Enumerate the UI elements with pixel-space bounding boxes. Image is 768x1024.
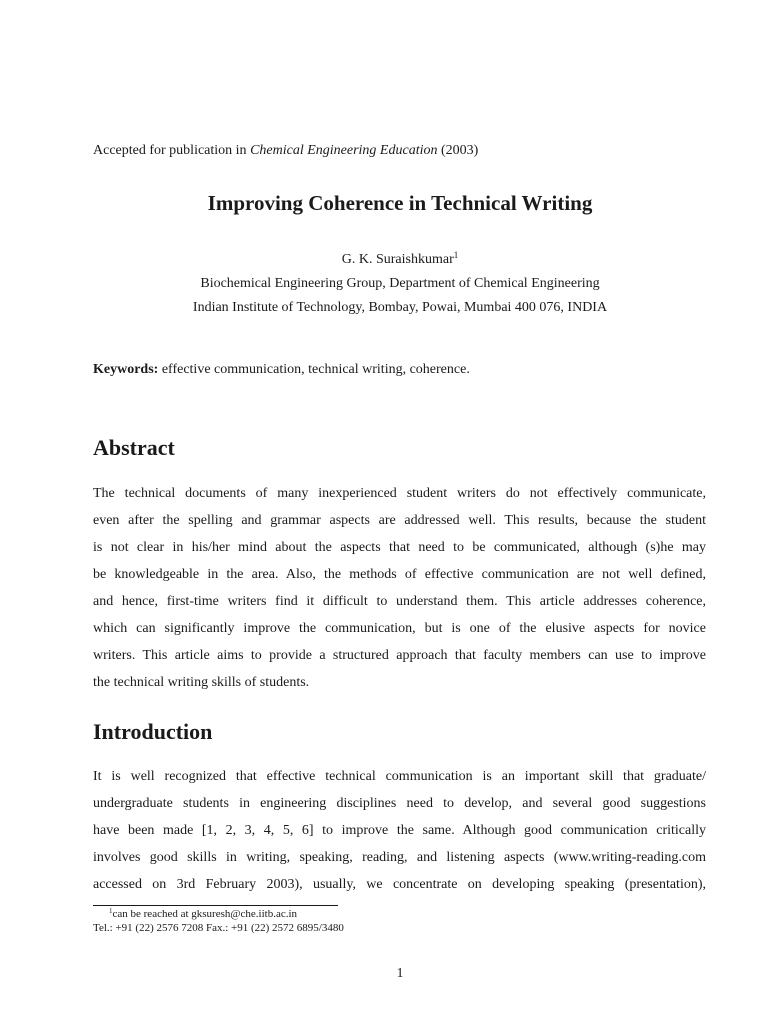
abstract-line: the technical writing skills of students. <box>93 675 310 690</box>
footnote-email: can be reached at gksuresh@che.iitb.ac.in <box>112 908 298 920</box>
journal-name: Chemical Engineering Education <box>250 143 438 158</box>
abstract-heading: Abstract <box>93 435 175 460</box>
abstract-line: even after the spelling and grammar aspects are addressed well. This results, because the student <box>93 513 706 528</box>
publication-year: (2003) <box>440 143 479 158</box>
keywords-text: effective communication, technical writing, coherence. <box>161 362 470 377</box>
paper-title: Improving Coherence in Technical Writing <box>207 191 593 215</box>
publication-note <box>93 142 478 160</box>
introduction-line: undergraduate students in engineering disciplines need to develop, and several good suggestions <box>93 796 706 811</box>
author-name: G. K. Suraishkumar <box>341 252 454 267</box>
footnote-line-2: Tel.: +91 (22) 2576 7208 Fax.: +91 (22) 2572 6895/3480 <box>93 922 344 934</box>
affiliation-line-2: Indian Institute of Technology, Bombay, Powai, Mumbai 400 076, INDIA <box>192 300 608 315</box>
footnote-line-1 <box>93 907 344 921</box>
author-footnote-mark: 1 <box>453 250 459 260</box>
introduction-line: have been made [1, 2, 3, 4, 5, 6] to improve the same. Although good communication critically <box>93 823 706 838</box>
introduction-line: accessed on 3rd February 2003), usually, we concentrate on developing speaking (presentation), <box>93 877 706 892</box>
footnote-mark: 1 <box>109 907 113 915</box>
abstract-line: which can significantly improve the communication, but is one of the elusive aspects for novice <box>93 621 706 636</box>
author-block <box>0 248 768 320</box>
footnote <box>93 907 344 935</box>
introduction-heading: Introduction <box>93 719 213 744</box>
introduction-line: It is well recognized that effective technical communication is an important skill that graduate/ <box>93 769 706 784</box>
abstract-line: The technical documents of many inexperienced student writers do not effectively communicate, <box>93 486 706 501</box>
publication-note-prefix: Accepted for publication in <box>93 143 247 158</box>
page-number: 1 <box>396 966 404 981</box>
author-line <box>0 248 768 272</box>
introduction-body <box>93 763 706 898</box>
footnote-divider <box>93 905 338 906</box>
abstract-line: writers. This article aims to provide a structured approach that faculty members can use to improve <box>93 648 706 663</box>
abstract-line: and hence, first-time writers find it difficult to understand them. This article addresses coherence, <box>93 594 706 609</box>
affiliation-line-1: Biochemical Engineering Group, Department of Chemical Engineering <box>200 276 600 291</box>
keywords-label: Keywords: <box>93 362 159 377</box>
abstract-line: be knowledgeable in the area. Also, the methods of effective communication are not well defined, <box>93 567 706 582</box>
keywords <box>93 361 470 379</box>
abstract-line: is not clear in his/her mind about the aspects that need to be communicated, although (s)he may <box>93 540 706 555</box>
abstract-body <box>93 480 706 696</box>
introduction-line: involves good skills in writing, speaking, reading, and listening aspects (www.writing-reading.com <box>93 850 706 865</box>
